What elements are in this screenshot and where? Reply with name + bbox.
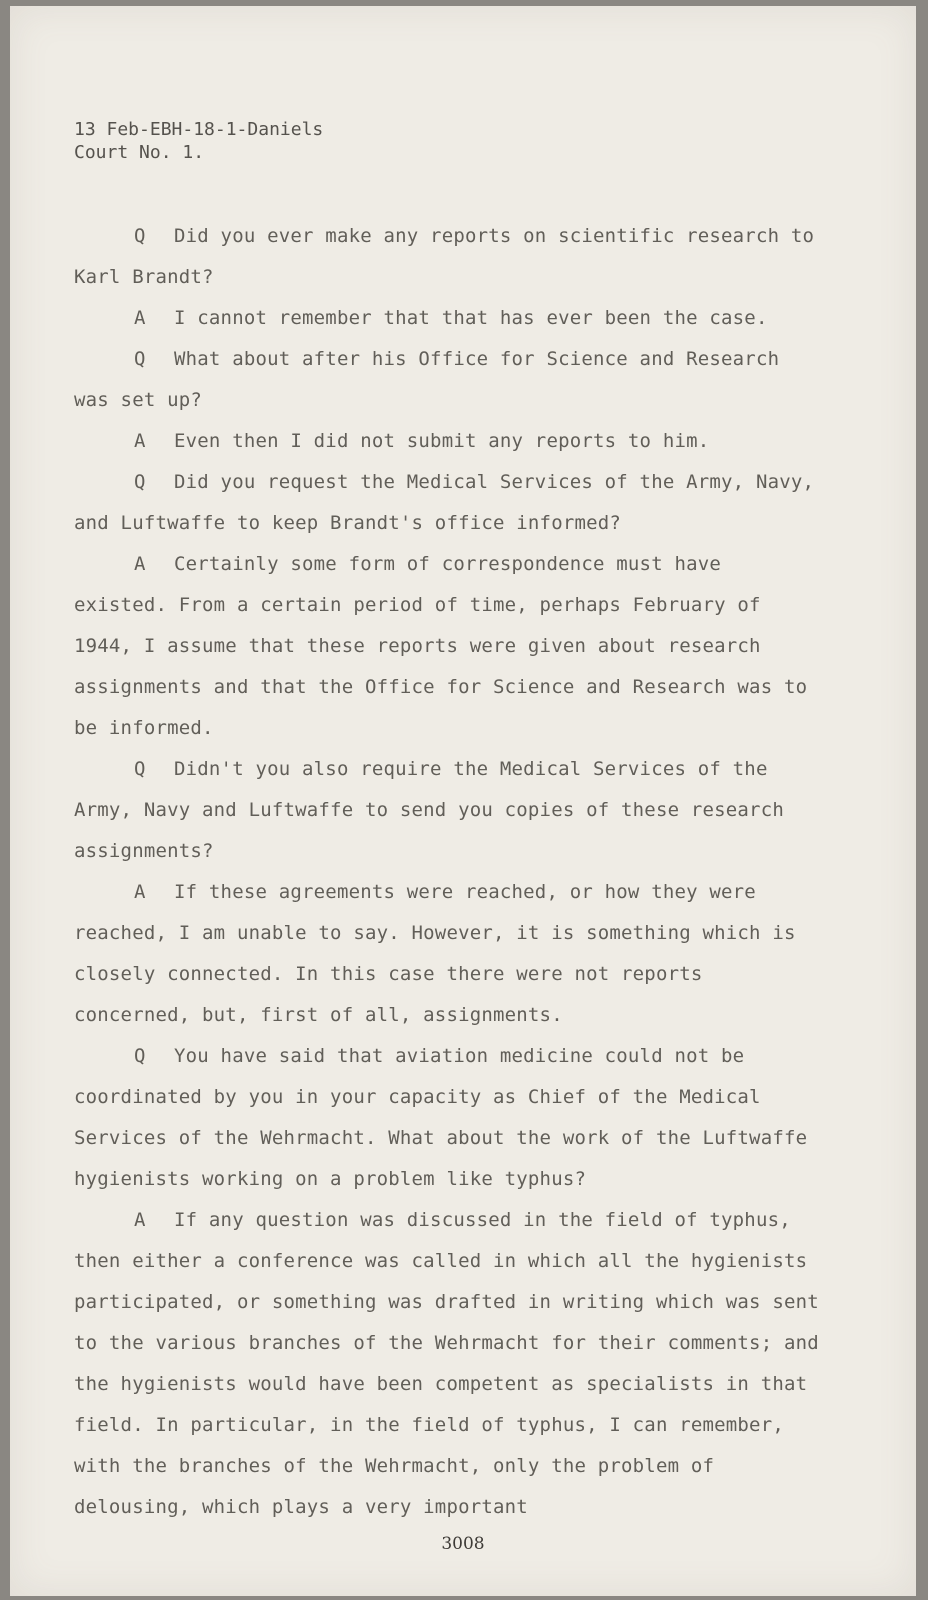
transcript-paragraph — [74, 872, 824, 1036]
paragraph-text: I cannot remember that that has ever been the case. — [174, 307, 768, 329]
speaker-label: A — [134, 881, 146, 903]
speaker-label: A — [134, 430, 146, 452]
paragraph-text: What about after his Office for Science and Research was set up? — [74, 348, 780, 411]
speaker-label: A — [134, 1209, 146, 1231]
transcript-body — [74, 216, 824, 1528]
speaker-label: A — [134, 307, 146, 329]
transcript-paragraph — [74, 749, 824, 872]
speaker-label: Q — [134, 471, 146, 493]
transcript-paragraph — [74, 298, 824, 339]
speaker-label: Q — [134, 758, 146, 780]
paragraph-text: Certainly some form of correspondence must have existed. From a certain period of time, perhaps February of 1944, I assume that these reports were given about research assignments and that the Office for Science and Research was to be informed. — [74, 553, 808, 739]
speaker-label: A — [134, 553, 146, 575]
paragraph-text: Did you ever make any reports on scientific research to Karl Brandt? — [74, 225, 815, 288]
paragraph-text: Did you request the Medical Services of the Army, Navy, and Luftwaffe to keep Brandt's office informed? — [74, 471, 815, 534]
paragraph-text: Didn't you also require the Medical Services of the Army, Navy and Luftwaffe to send you copies of these research assignments? — [74, 758, 784, 862]
header-court: Court No. 1. — [74, 142, 205, 163]
speaker-label: Q — [134, 225, 146, 247]
transcript-paragraph — [74, 544, 824, 749]
paragraph-text: You have said that aviation medicine could not be coordinated by you in your capacity as Chief of the Medical Services of the Wehrmacht. What about the work of the Luftwaffe hygienists working on a problem like typhus? — [74, 1045, 808, 1190]
transcript-paragraph — [74, 462, 824, 544]
transcript-paragraph — [74, 339, 824, 421]
page-number: 3008 — [441, 1534, 485, 1554]
transcript-paragraph — [74, 421, 824, 462]
speaker-label: Q — [134, 1045, 146, 1067]
transcript-paragraph — [74, 216, 824, 298]
header-reference: 13 Feb-EBH-18-1-Daniels — [74, 119, 324, 140]
transcript-paragraph — [74, 1200, 824, 1528]
document-header — [74, 118, 323, 164]
transcript-paragraph — [74, 1036, 824, 1200]
paragraph-text: Even then I did not submit any reports to him. — [174, 430, 710, 452]
paragraph-text: If any question was discussed in the field of typhus, then either a conference was called in which all the hygienists participated, or something was drafted in writing which was sent to the various branches of the Wehrmacht for their comments; and the hygienists would have been competent as specialists in that field. In particular, in the field of typhus, I can remember, with the branches of the Wehrmacht, only the problem of delousing, which plays a very important — [74, 1209, 819, 1518]
speaker-label: Q — [134, 348, 146, 370]
paragraph-text: If these agreements were reached, or how they were reached, I am unable to say. However, it is something which is closely connected. In this case there were not reports concerned, but, first of all, assignments. — [74, 881, 796, 1026]
document-page — [10, 6, 916, 1596]
